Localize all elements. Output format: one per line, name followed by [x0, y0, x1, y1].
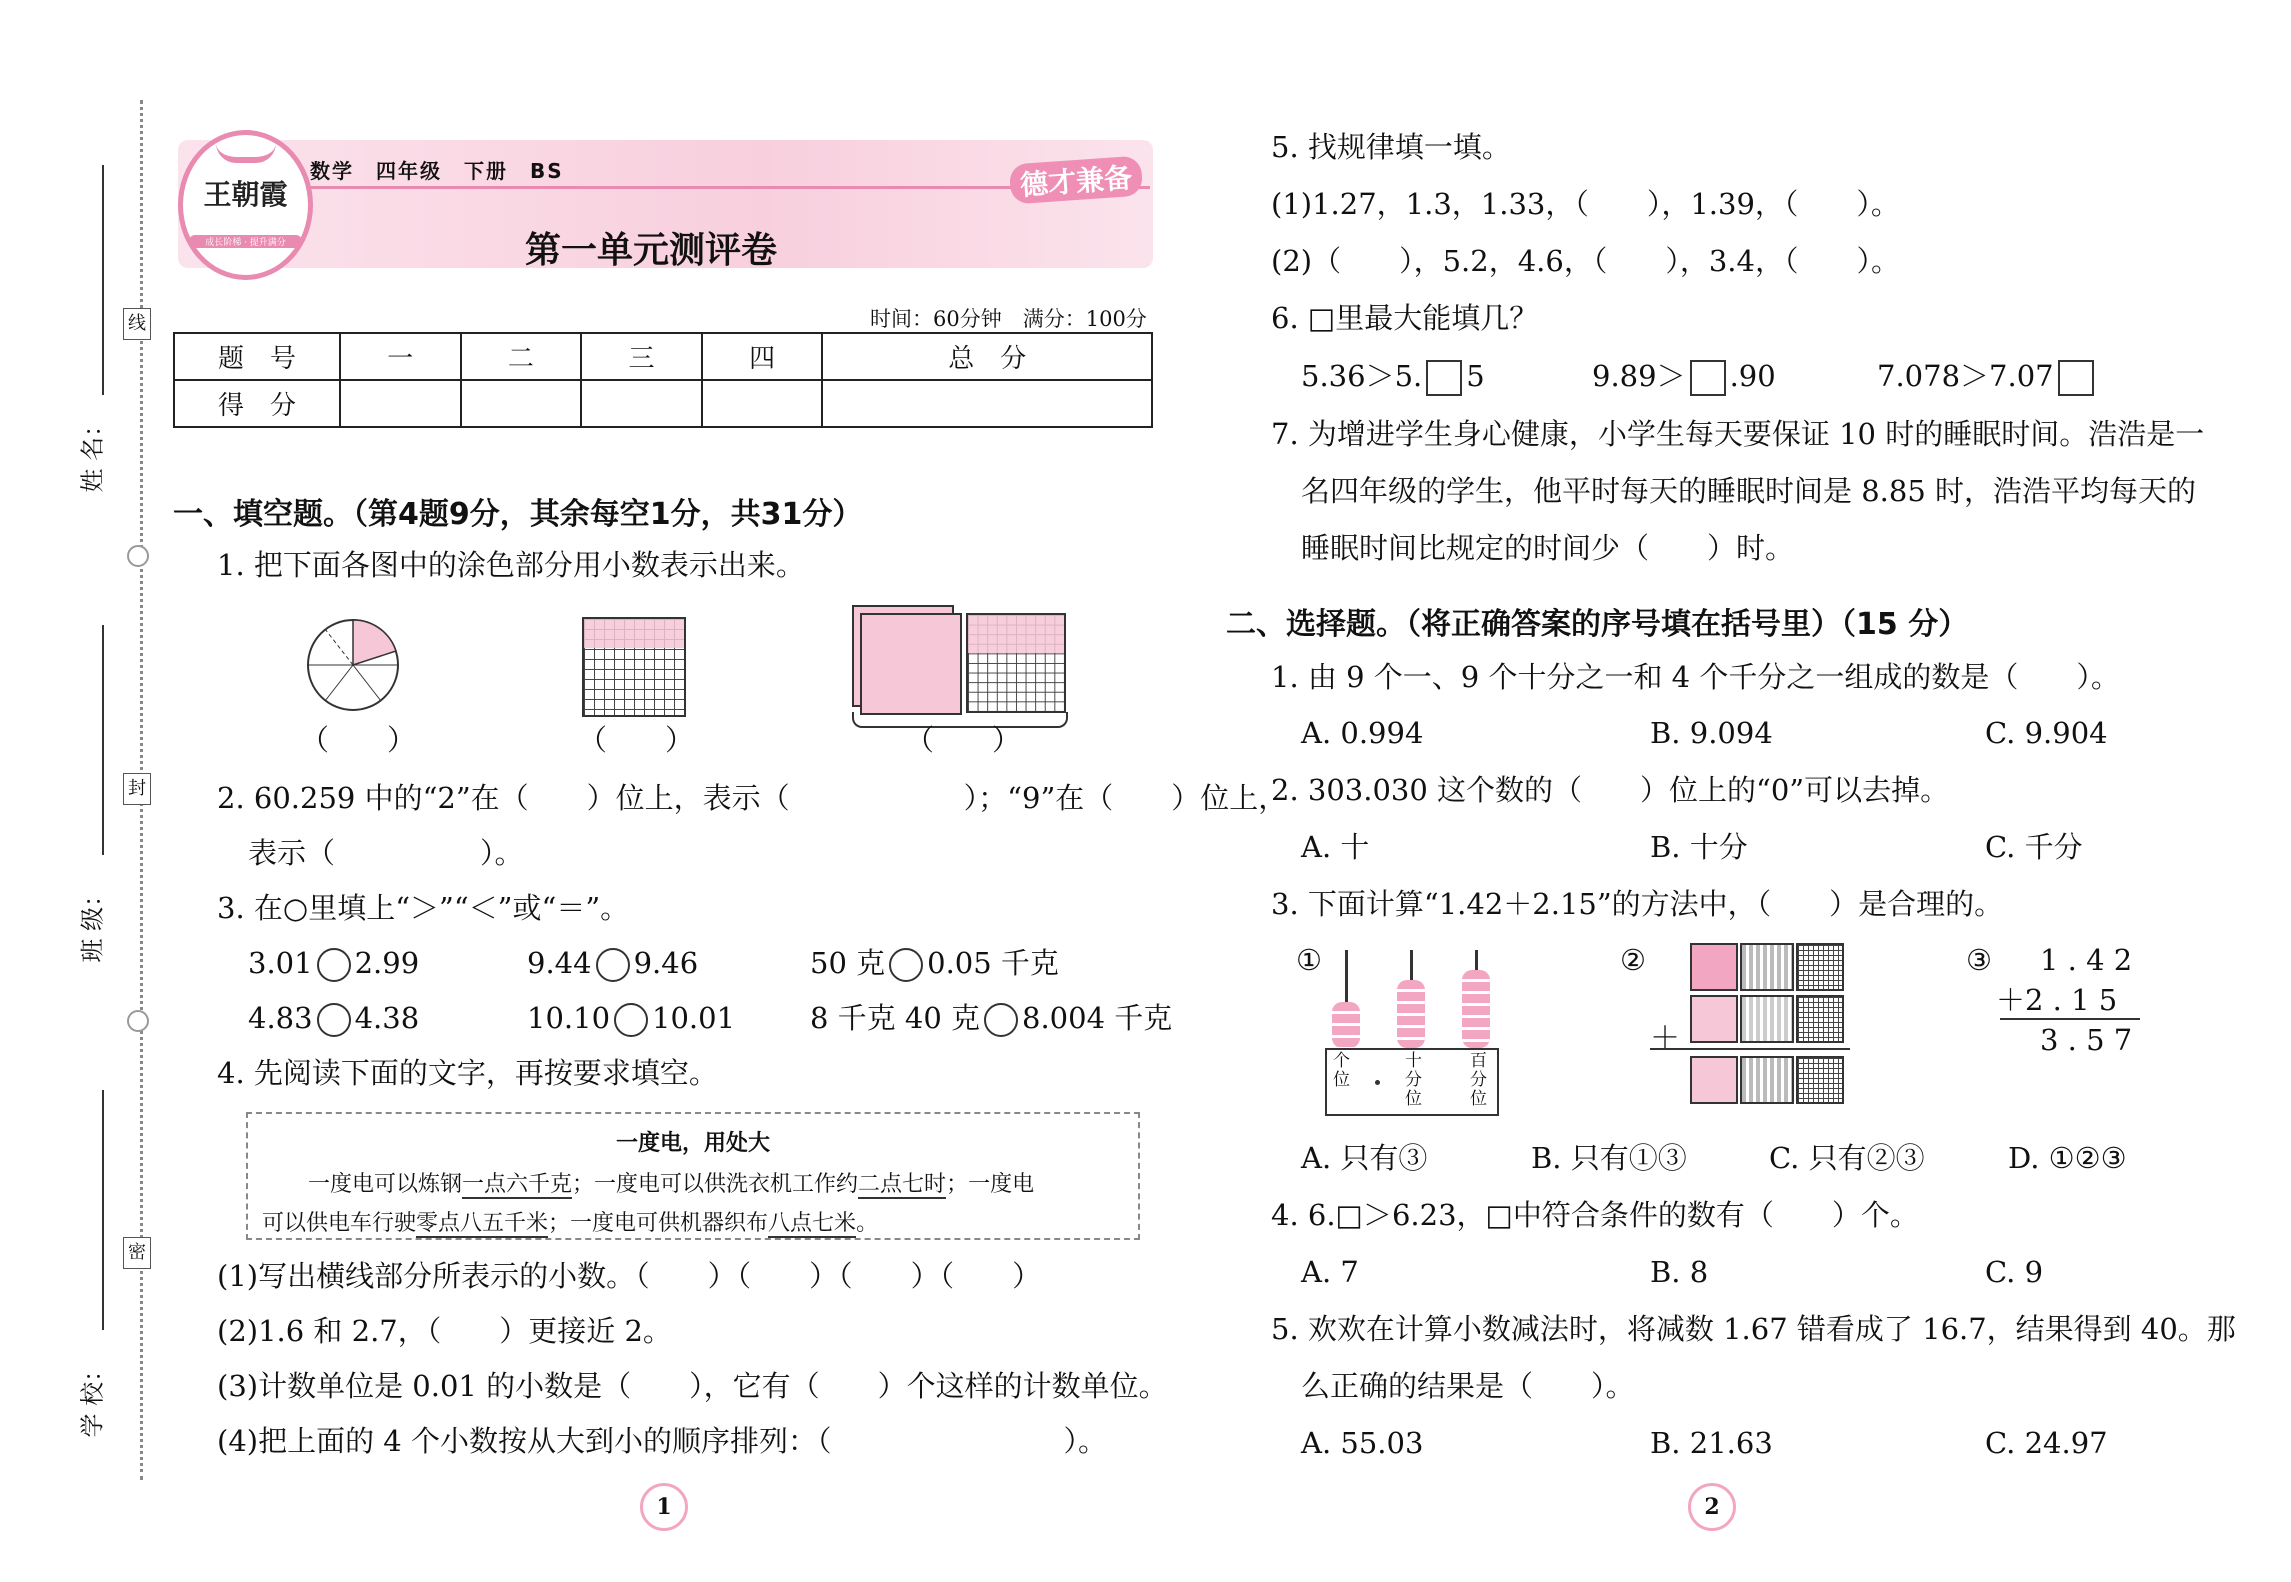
compare-left: 10.10	[527, 1001, 611, 1035]
s2-q2-text: 2. 303.030 这个数的（ ）位上的“0”可以去掉。	[1271, 773, 1950, 807]
page-number-1: 1	[640, 1483, 688, 1531]
class-line	[102, 625, 104, 855]
logo-text: 王朝霞	[203, 178, 288, 211]
unit-square	[1690, 1056, 1738, 1104]
abacus-figure	[1325, 940, 1500, 1115]
s2-q3-text: 3. 下面计算“1.42＋2.15”的方法中，（ ）是合理的。	[1271, 887, 2004, 921]
shaded-rows	[584, 619, 684, 648]
q7-line1: 7. 为增进学生身心健康，小学生每天要保证 10 时的睡眠时间。浩浩是一	[1271, 417, 2205, 451]
header-cell: 四	[702, 333, 823, 380]
plus-sign: ＋	[1650, 1021, 1680, 1056]
margin-dot-icon	[127, 1010, 149, 1032]
score-cell[interactable]	[581, 380, 702, 427]
q5-sub1: (1)1.27，1.3，1.33，（ ），1.39，（ ）。	[1271, 187, 1900, 221]
score-cell[interactable]	[461, 380, 582, 427]
crown-icon	[216, 143, 276, 163]
calc-row3: 3 . 5 7	[2040, 1023, 2133, 1057]
seal-mark-feng: 封	[123, 773, 151, 805]
tenth-strips	[1740, 943, 1794, 991]
name-field[interactable]	[78, 165, 108, 493]
calc-row2: ＋2 . 1 5	[1996, 983, 2118, 1017]
sum-line	[1650, 1048, 1850, 1050]
reading-title: 一度电，用处大	[615, 1131, 770, 1156]
school-label: 学 校：	[78, 1357, 107, 1438]
q1-blank-3[interactable]: （ ）	[905, 723, 1022, 757]
s2-q3-option-b[interactable]: B. 只有①③	[1531, 1141, 1687, 1175]
compare-right: 10.01	[652, 1001, 736, 1035]
compare-left: 9.44	[527, 946, 592, 980]
compare-left: 50 克	[810, 946, 886, 980]
compare-right: 2.99	[354, 946, 420, 980]
q1-square-stack-figure	[852, 605, 962, 715]
compare-right: 4.38	[354, 1001, 420, 1035]
header-cell: 三	[581, 333, 702, 380]
class-field[interactable]	[78, 625, 108, 963]
reading-box	[246, 1112, 1140, 1240]
reading-line2: 可以供电车行驶零点八五千米；一度电可供机器织布八点七米。	[262, 1211, 879, 1236]
abacus-label: 百分位	[1470, 1051, 1487, 1109]
school-line	[102, 1090, 104, 1330]
q7-line3: 睡眠时间比规定的时间少（ ）时。	[1301, 531, 1795, 565]
compare-right: 0.05 千克	[927, 946, 1059, 980]
q2-line1: 2. 60.259 中的“2”在（ ）位上，表示（ ）；“9”在（ ）位上，	[217, 781, 1288, 815]
page-title: 第一单元测评卷	[525, 230, 778, 271]
abacus-beads	[1332, 1002, 1360, 1048]
abacus-label: 十分位	[1405, 1051, 1422, 1109]
hundredth-grid	[1796, 943, 1844, 991]
s2-q1-option-a[interactable]: A. 0.994	[1301, 716, 1424, 750]
q3-compare-5[interactable]	[527, 998, 735, 1038]
digit-box[interactable]	[1690, 360, 1726, 396]
compare-circle[interactable]	[596, 948, 630, 982]
compare-circle[interactable]	[317, 948, 351, 982]
q6-item-1[interactable]: 5.36＞5. 5	[1301, 356, 1485, 396]
q2-line2: 表示（ ）。	[248, 836, 524, 870]
s2-q5-option-a[interactable]: A. 55.03	[1301, 1426, 1424, 1460]
q6-text: 6. □里最大能填几？	[1271, 301, 1539, 335]
subject-meta: 数学 四年级 下册 BS	[310, 159, 564, 183]
s2-q4-option-b[interactable]: B. 8	[1650, 1255, 1709, 1289]
page-number-2: 2	[1688, 1483, 1736, 1531]
q1-grid-figure-2	[966, 613, 1066, 713]
compare-left: 4.83	[248, 1001, 313, 1035]
unit-square	[1690, 943, 1738, 991]
abacus-beads	[1462, 970, 1490, 1048]
q3-compare-1[interactable]	[248, 943, 419, 983]
abacus-base	[1325, 1048, 1499, 1116]
decimal-point-icon	[1375, 1080, 1380, 1085]
q4-sub3: (3)计数单位是 0.01 的小数是（ ），它有（ ）个这样的计数单位。	[217, 1369, 1168, 1403]
reading-line1: 一度电可以炼钢一点六千克；一度电可以供洗衣机工作约二点七时；一度电	[308, 1172, 1035, 1197]
q4-sub2: (2)1.6 和 2.7，（ ）更接近 2。	[217, 1314, 672, 1348]
seal-mark-mi: 密	[123, 1237, 151, 1269]
score-table-header-row	[174, 333, 1152, 380]
compare-left: 3.01	[248, 946, 313, 980]
s2-q3-option-c[interactable]: C. 只有②③	[1769, 1141, 1925, 1175]
underlined-number: 零点八五千米	[416, 1211, 549, 1236]
compare-circle[interactable]	[889, 948, 923, 982]
motto-badge: 德才兼备	[1009, 155, 1143, 204]
abacus-label: 个位	[1333, 1051, 1350, 1090]
underlined-number: 一点六千克	[462, 1172, 573, 1197]
school-field[interactable]	[78, 1090, 108, 1438]
s2-q2-option-a[interactable]: A. 十	[1301, 830, 1370, 864]
s2-q5-text: 5. 欢欢在计算小数减法时，将减数 1.67 错看成了 16.7，结果得到 40。那	[1271, 1312, 2236, 1346]
hundredth-grid	[1796, 1056, 1844, 1104]
score-cell[interactable]	[702, 380, 823, 427]
tenth-strips	[1740, 1056, 1794, 1104]
q4-text: 4. 先阅读下面的文字，再按要求填空。	[217, 1056, 718, 1090]
score-table	[173, 332, 1153, 428]
time-info: 时间：60分钟 满分：100分	[870, 307, 1147, 331]
section1-heading: 一、填空题。（第4题9分，其余每空1分，共31分）	[173, 497, 863, 532]
underlined-number: 二点七时	[858, 1172, 947, 1197]
q6-item-3[interactable]: 7.078＞7.07	[1877, 356, 2098, 396]
s2-q4-option-a[interactable]: A. 7	[1301, 1255, 1359, 1289]
s2-q4-option-c[interactable]: C. 9	[1985, 1255, 2044, 1289]
s2-q3-option-d[interactable]: D. ①②③	[2008, 1141, 2127, 1175]
section2-heading: 二、选择题。（将正确答案的序号填在括号里）（15 分）	[1226, 607, 1969, 642]
name-line	[102, 165, 104, 395]
s2-q1-text: 1. 由 9 个一、9 个十分之一和 4 个千分之一组成的数是（ ）。	[1271, 660, 2120, 694]
calc-row1: 1 . 4 2	[2040, 943, 2133, 977]
underlined-number: 八点七米	[768, 1211, 857, 1236]
row-label: 得 分	[174, 380, 340, 427]
hundredth-grid	[1796, 995, 1844, 1043]
margin-dot-icon	[127, 545, 149, 567]
class-label: 班 级：	[78, 882, 107, 963]
q3-compare-4[interactable]	[248, 998, 419, 1038]
unit-square	[1690, 995, 1738, 1043]
q4-sub4: (4)把上面的 4 个小数按从大到小的顺序排列：（ ）。	[217, 1424, 1107, 1458]
digit-box[interactable]	[2058, 360, 2094, 396]
abacus-beads	[1397, 980, 1425, 1048]
q1-circle-figure	[305, 617, 401, 713]
q6-item-2[interactable]: 9.89＞ .90	[1592, 356, 1776, 396]
header-cell: 题 号	[174, 333, 340, 380]
score-cell[interactable]	[340, 380, 461, 427]
s2-q4-text: 4. 6.□＞6.23，□中符合条件的数有（ ）个。	[1271, 1198, 1919, 1232]
s2-q2-option-c[interactable]: C. 千分	[1985, 830, 2083, 864]
logo-sub: 成长阶梯 · 提升满分	[189, 235, 302, 248]
name-label: 姓 名：	[78, 412, 107, 493]
header-cell: 总 分	[822, 333, 1152, 380]
q3-compare-6[interactable]	[810, 998, 1172, 1038]
s2-q5-option-b[interactable]: B. 21.63	[1650, 1426, 1773, 1460]
q1-blank-1[interactable]: （ ）	[300, 723, 417, 757]
s2-q2-option-b[interactable]: B. 十分	[1650, 830, 1748, 864]
score-cell[interactable]	[822, 380, 1152, 427]
q1-grid-figure	[582, 617, 686, 717]
seal-mark-xian: 线	[123, 308, 151, 340]
method-mark-3: ③	[1966, 943, 1992, 977]
s2-q1-option-c[interactable]: C. 9.904	[1985, 716, 2108, 750]
s2-q5-text-2: 么正确的结果是（ ）。	[1301, 1369, 1635, 1403]
s2-q5-option-c[interactable]: C. 24.97	[1985, 1426, 2108, 1460]
method-mark-1: ①	[1296, 943, 1322, 977]
q3-compare-2[interactable]	[527, 943, 698, 983]
tenth-strips	[1740, 995, 1794, 1043]
header-cell: 二	[461, 333, 582, 380]
q4-sub1: (1)写出横线部分所表示的小数。（ ）（ ）（ ）（ ）	[217, 1259, 1042, 1293]
square-front	[860, 613, 962, 715]
compare-circle[interactable]	[317, 1003, 351, 1037]
q7-line2: 名四年级的学生，他平时每天的睡眠时间是 8.85 时，浩浩平均每天的	[1301, 474, 2197, 508]
digit-box[interactable]	[1426, 360, 1462, 396]
blocks-figure	[1650, 943, 1890, 1113]
q3-compare-3[interactable]	[810, 943, 1059, 983]
s2-q3-option-a[interactable]: A. 只有③	[1301, 1141, 1428, 1175]
s2-q1-option-b[interactable]: B. 9.094	[1650, 716, 1773, 750]
compare-circle[interactable]	[984, 1003, 1018, 1037]
q5-text: 5. 找规律填一填。	[1271, 130, 1511, 164]
q1-text: 1. 把下面各图中的涂色部分用小数表示出来。	[217, 548, 805, 582]
compare-circle[interactable]	[614, 1003, 648, 1037]
method-mark-2: ②	[1620, 943, 1646, 977]
shaded-cells	[968, 615, 1064, 653]
header-cell: 一	[340, 333, 461, 380]
compare-right: 9.46	[633, 946, 699, 980]
q5-sub2: (2)（ ），5.2，4.6，（ ），3.4，（ ）。	[1271, 244, 1900, 278]
compare-left: 8 千克 40 克	[810, 1001, 981, 1035]
q3-text: 3. 在○里填上“＞”“＜”或“＝”。	[217, 891, 630, 925]
compare-right: 8.004 千克	[1022, 1001, 1173, 1035]
q1-blank-2[interactable]: （ ）	[578, 723, 695, 757]
logo-badge	[178, 130, 313, 280]
score-table-score-row	[174, 380, 1152, 427]
